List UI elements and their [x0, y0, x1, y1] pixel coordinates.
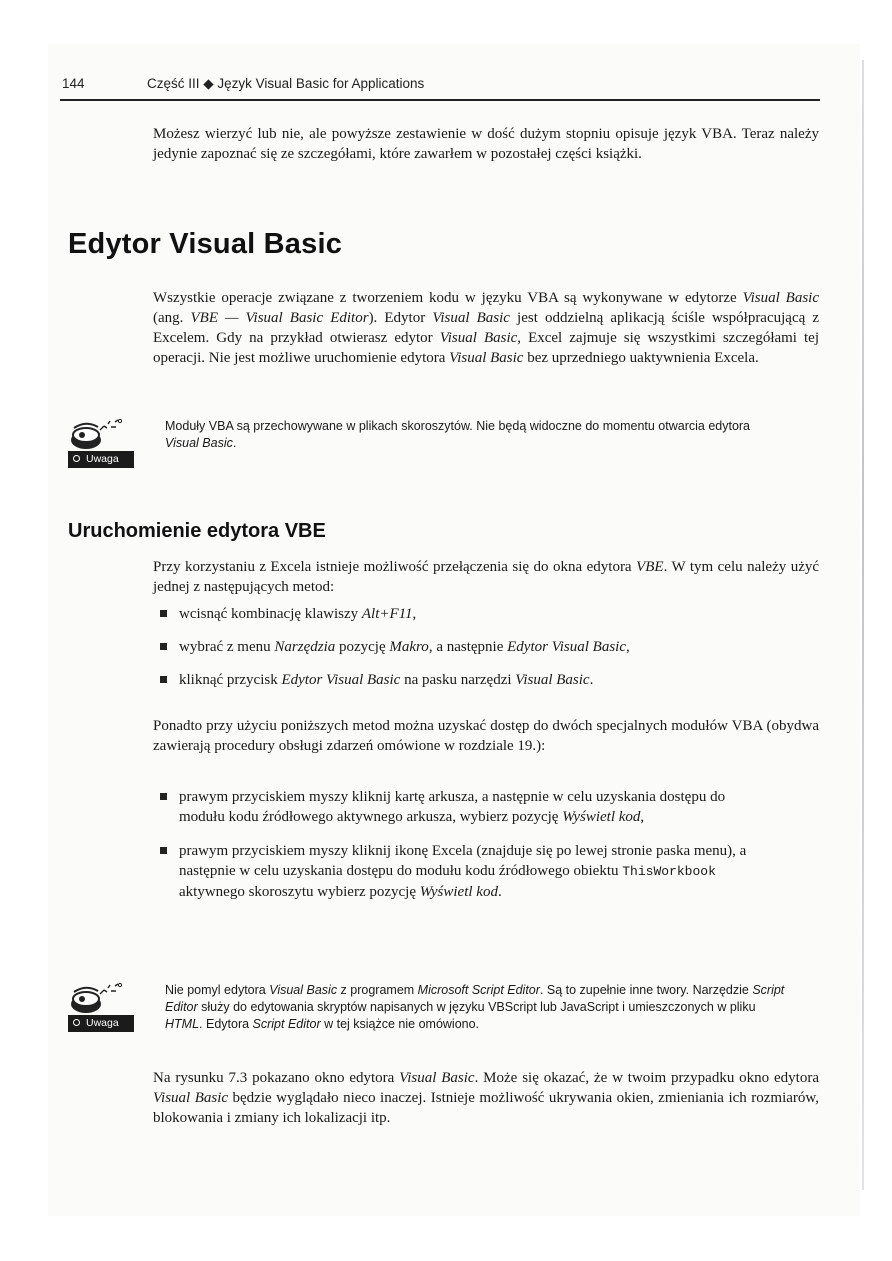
section-heading-edytor: Edytor Visual Basic: [68, 228, 343, 260]
section-heading-uruchomienie: Uruchomienie edytora VBE: [68, 520, 326, 542]
dizzy-bomb-icon: [70, 982, 130, 1016]
code-thisworkbook: ThisWorkbook: [622, 864, 716, 879]
list-item: kliknąć przycisk Edytor Visual Basic na pasku narzędzi Visual Basic.: [153, 670, 819, 690]
note-icon: [68, 418, 140, 470]
note-text-2: Nie pomyl edytora Visual Basic z programem Microsoft Script Editor. Są to zupełnie inne twory. Narzędzie Script Editor służy do edytowania skryptów napisanych w języku VBScript lub JavaScript i umieszczonych w pliku HTML. Edytora Script Editor w tej książce nie omówiono.: [165, 983, 785, 1031]
methods-list: [153, 604, 819, 690]
dizzy-bomb-icon: [70, 418, 130, 452]
list-item: prawym przyciskiem myszy kliknij ikonę Excela (znajduje się po lewej stronie paska menu), a następnie w celu uzyskania dostępu do modułu kodu źródłowego obiektu ThisWorkbook aktywnego skoroszytu wybierz pozycję Wyświetl kod.: [153, 841, 753, 902]
page-edge-shadow: [862, 60, 864, 1190]
closing-paragraph: Na rysunku 7.3 pokazano okno edytora Visual Basic. Może się okazać, że w twoim przypadku okno edytora Visual Basic będzie wyglądało nieco inaczej. Istnieje możliwość ukrywania okien, zmieniania ich rozmiarów, blokowania i zmiany ich lokalizacji itp.: [153, 1070, 820, 1126]
running-header: [60, 74, 820, 98]
page-number: 144: [62, 76, 85, 91]
running-title: Część III ◆ Język Visual Basic for Applications: [147, 76, 425, 91]
uwaga-badge: Uwaga: [68, 1015, 134, 1032]
section2-paragraph-1: Przy korzystaniu z Excela istnieje możliwość przełączenia się do okna edytora VBE. W tym celu należy użyć jednej z następujących metod:: [153, 559, 820, 595]
note-icon: [68, 982, 140, 1034]
list-item: prawym przyciskiem myszy kliknij kartę arkusza, a następnie w celu uzyskania dostępu do modułu kodu źródłowego aktywnego arkusza, wybierz pozycję Wyświetl kod,: [153, 787, 753, 827]
special-modules-list: [153, 787, 753, 902]
section1-paragraph: Wszystkie operacje związane z tworzeniem kodu w języku VBA są wykonywane w edytorze Visual Basic (ang. VBE — Visual Basic Editor). Edytor Visual Basic jest oddzielną aplikacją ściśle współpracującą z Excelem. Gdy na przykład otwierasz edytor Visual Basic, Excel zajmuje się wszystkimi szczegółami tej operacji. Nie jest możliwe uruchomienie edytora Visual Basic bez uprzedniego uaktywnienia Excela.: [153, 290, 820, 366]
uwaga-badge: Uwaga: [68, 451, 134, 468]
note-text-1: Moduły VBA są przechowywane w plikach skoroszytów. Nie będą widoczne do momentu otwarcia edytora Visual Basic.: [165, 419, 751, 450]
section2-paragraph-2: Ponadto przy użyciu poniższych metod można uzyskać dostęp do dwóch specjalnych modułów VBA (obydwa zawierają procedury obsługi zdarzeń omówione w rozdziale 19.):: [153, 718, 819, 754]
intro-paragraph: Możesz wierzyć lub nie, ale powyższe zestawienie w dość dużym stopniu opisuje język VBA. Teraz należy jedynie zapoznać się ze szczegółami, które zawarłem w pozostałej części książki.: [153, 126, 819, 162]
note-box-2: [68, 982, 828, 1052]
note-box-1: [68, 418, 828, 474]
header-rule: [60, 99, 820, 101]
list-item: wcisnąć kombinację klawiszy Alt+F11,: [153, 604, 819, 624]
list-item: wybrać z menu Narzędzia pozycję Makro, a następnie Edytor Visual Basic,: [153, 637, 819, 657]
